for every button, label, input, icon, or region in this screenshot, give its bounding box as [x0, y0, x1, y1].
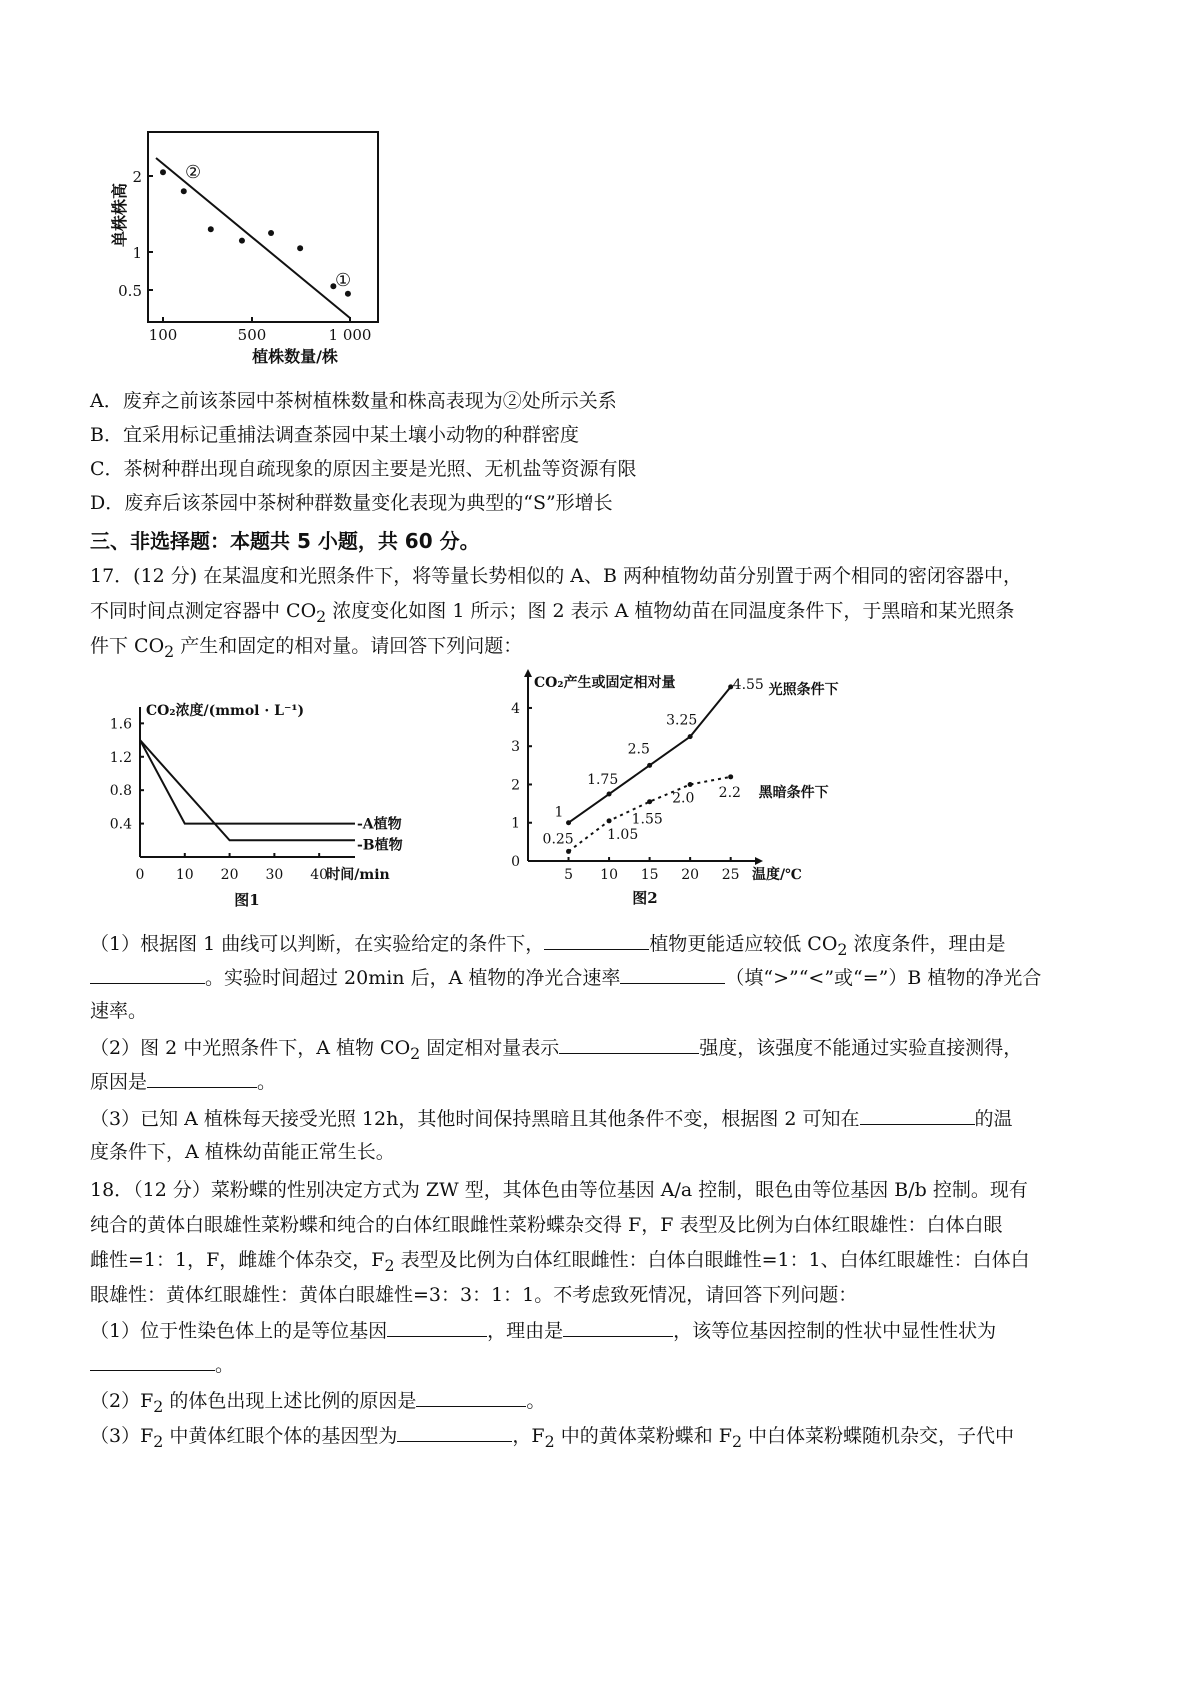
data-point [268, 230, 274, 236]
figure-2-chart [500, 665, 839, 910]
x-tick: 30 [265, 867, 284, 883]
q18-sub2: $(2)F_2$ 的体色出现上述比例的原因是 。 [90, 1386, 545, 1421]
dark-point [728, 774, 733, 779]
dark-value-label: 1.05 [607, 826, 639, 843]
figure-caption: 图1 [234, 891, 260, 909]
data-point [181, 188, 187, 194]
x-tick: 0 [135, 867, 145, 883]
y-tick: 0 [511, 854, 520, 870]
figure-caption: 图2 [632, 889, 658, 907]
light-point [688, 734, 693, 739]
x-tick: 5 [564, 867, 573, 883]
answer-blank[interactable] [544, 929, 649, 950]
option-b: B．宜采用标记重捕法调查茶园中某土壤小动物的种群密度 [90, 424, 579, 446]
q17-sub3-line1: （3）已知 A 植株每天接受光照 12h，其他时间保持黑暗且其他条件不变，根据图 2 可知在 的温 [90, 1104, 1013, 1133]
series-line [140, 740, 355, 824]
data-point [297, 245, 303, 251]
y-tick: 0.8 [109, 783, 132, 800]
dark-point [566, 849, 571, 854]
x-axis-label: 温度/℃ [752, 867, 802, 883]
y-tick: 3 [511, 739, 520, 756]
marker-2: ② [185, 162, 202, 183]
y-tick: 1.2 [109, 749, 132, 766]
x-axis-label: 时间/min [326, 867, 390, 883]
q18-stem-2: 纯合的黄体白眼雄性菜粉蝶和纯合的白体红眼雌性菜粉蝶杂交得 F，F 表型及比例为白体红眼雄性：白体白眼 [90, 1214, 1003, 1236]
data-point [160, 169, 166, 175]
x-tick: 15 [640, 867, 659, 883]
answer-blank[interactable] [397, 1421, 512, 1442]
q18-stem-4: 眼雄性：黄体红眼雄性：黄体白眼雄性=3：3：1：1。不考虑致死情况，请回答下列问题： [90, 1284, 858, 1306]
series-label: -A植物 [357, 816, 402, 833]
q18-stem-3: 雌性=1：1，F，雌雄个体杂交，$F_2$ 表型及比例为白体红眼雌性：白体白眼雌性=1：1、白体红眼雄性：白体白 [90, 1249, 1030, 1275]
y-tick: 0.4 [109, 816, 132, 833]
answer-blank[interactable] [620, 963, 725, 984]
y-axis-label: 单株株高 [110, 182, 129, 248]
x-tick: 500 [237, 326, 267, 344]
q18-stem-1: 18．（12 分）菜粉蝶的性别决定方式为 ZW 型，其体色由等位基因 A/a 控制，眼色由等位基因 B/b 控制。现有 [90, 1179, 1028, 1201]
x-axis-label: 植株数量/株 [252, 347, 338, 366]
plant-height-chart [100, 120, 400, 375]
y-axis-label: CO₂浓度/(mmol · L⁻¹) [146, 703, 305, 719]
answer-blank[interactable] [90, 963, 205, 984]
marker-1: ① [335, 270, 352, 291]
q18-sub1-line1: （1）位于性染色体上的是等位基因 ，理由是 ，该等位基因控制的性状中显性性状为 [90, 1316, 996, 1345]
figure-1-chart [105, 695, 405, 910]
y-tick: 1 [511, 815, 520, 832]
y-tick: 2 [511, 777, 520, 794]
x-tick: 20 [220, 867, 239, 883]
series-line [140, 740, 355, 840]
q17-sub1-line2: 。实验时间超过 20min 后，A 植物的净光合速率 （填“>”“<”或“=”）B 植物的净光合 [90, 963, 1041, 992]
option-a: A．废弃之前该茶园中茶树植株数量和株高表现为②处所示关系 [90, 390, 617, 412]
light-point [566, 820, 571, 825]
y-tick: 1.6 [109, 716, 132, 733]
answer-blank[interactable] [147, 1067, 257, 1088]
data-point [239, 238, 245, 244]
x-tick: 25 [721, 867, 740, 883]
answer-blank[interactable] [387, 1316, 487, 1337]
option-c: C．茶树种群出现自疏现象的原因主要是光照、无机盐等资源有限 [90, 458, 637, 480]
x-tick: 20 [681, 867, 700, 883]
x-tick: 1 000 [328, 326, 372, 344]
q17-sub3-line2: 度条件下，A 植株幼苗能正常生长。 [90, 1141, 395, 1163]
x-tick: 10 [600, 867, 618, 883]
y-tick: 0.5 [118, 282, 142, 300]
q17-sub2-line2: 原因是 。 [90, 1067, 276, 1096]
answer-blank[interactable] [90, 1350, 215, 1371]
y-tick: 4 [511, 700, 520, 717]
option-d: D．废弃后该茶园中茶树种群数量变化表现为典型的“S”形增长 [90, 492, 613, 514]
dark-value-label: 0.25 [542, 831, 574, 848]
q17-sub2-line1: （2）图 2 中光照条件下，A 植物 $CO_2$ 固定相对量表示 强度，该强度不能通过实验直接测得， [90, 1033, 1022, 1068]
q17-stem-3: 件下 $CO_2$ 产生和固定的相对量。请回答下列问题： [90, 635, 523, 661]
q17-stem-2: 不同时间点测定容器中 $CO_2$ 浓度变化如图 1 所示；图 2 表示 A 植物幼苗在同温度条件下，于黑暗和某光照条 [90, 600, 1015, 626]
plot-frame [148, 132, 378, 322]
x-tick: 100 [148, 326, 178, 344]
answer-blank[interactable] [563, 1316, 673, 1337]
light-point [647, 763, 652, 768]
y-axis-label: CO₂产生或固定相对量 [534, 675, 676, 691]
dark-value-label: 2.2 [718, 784, 741, 801]
series-label: -B植物 [357, 837, 403, 854]
x-tick: 40 [310, 867, 329, 883]
y-tick: 1 [132, 244, 142, 262]
answer-blank[interactable] [559, 1033, 699, 1054]
light-point [607, 792, 612, 797]
data-point [345, 291, 351, 297]
answer-blank[interactable] [860, 1104, 975, 1125]
dark-value-label: 1.55 [631, 811, 663, 828]
dark-point [647, 799, 652, 804]
section-heading: 三、非选择题：本题共 5 小题，共 60 分。 [90, 529, 480, 553]
dark-value-label: 2.0 [672, 790, 695, 807]
dark-point [688, 782, 693, 787]
light-value-label: 3.25 [666, 712, 698, 729]
dark-series-name: 黑暗条件下 [758, 784, 829, 801]
q17-stem-1: 17．(12 分) 在某温度和光照条件下，将等量长势相似的 A、B 两种植物幼苗分别置于两个相同的密闭容器中， [90, 565, 1023, 587]
light-value-label: 1 [554, 804, 564, 821]
x-tick: 10 [175, 867, 194, 883]
q17-sub1-line1: （1）根据图 1 曲线可以判断，在实验给定的条件下， 植物更能适应较低 $CO_2$ 浓度条件，理由是 [90, 929, 1006, 964]
data-point [208, 226, 214, 232]
dark-point [607, 818, 612, 823]
q17-sub1-line3: 速率。 [90, 1000, 148, 1022]
light-series-name: 光照条件下 [768, 681, 839, 698]
light-value-label: 1.75 [587, 772, 619, 789]
q18-sub1-line2: 。 [90, 1350, 234, 1379]
light-value-label: 2.5 [627, 741, 650, 758]
q18-sub3: $(3)F_2$ 中黄体红眼个体的基因型为 ，$F_2$ 中的黄体菜粉蝶和 $F_2$ 中白体菜粉蝶随机杂交，子代中 [90, 1421, 1014, 1456]
answer-blank[interactable] [416, 1386, 526, 1407]
y-tick: 2 [132, 168, 142, 186]
light-value-label: 4.55 [732, 676, 764, 693]
